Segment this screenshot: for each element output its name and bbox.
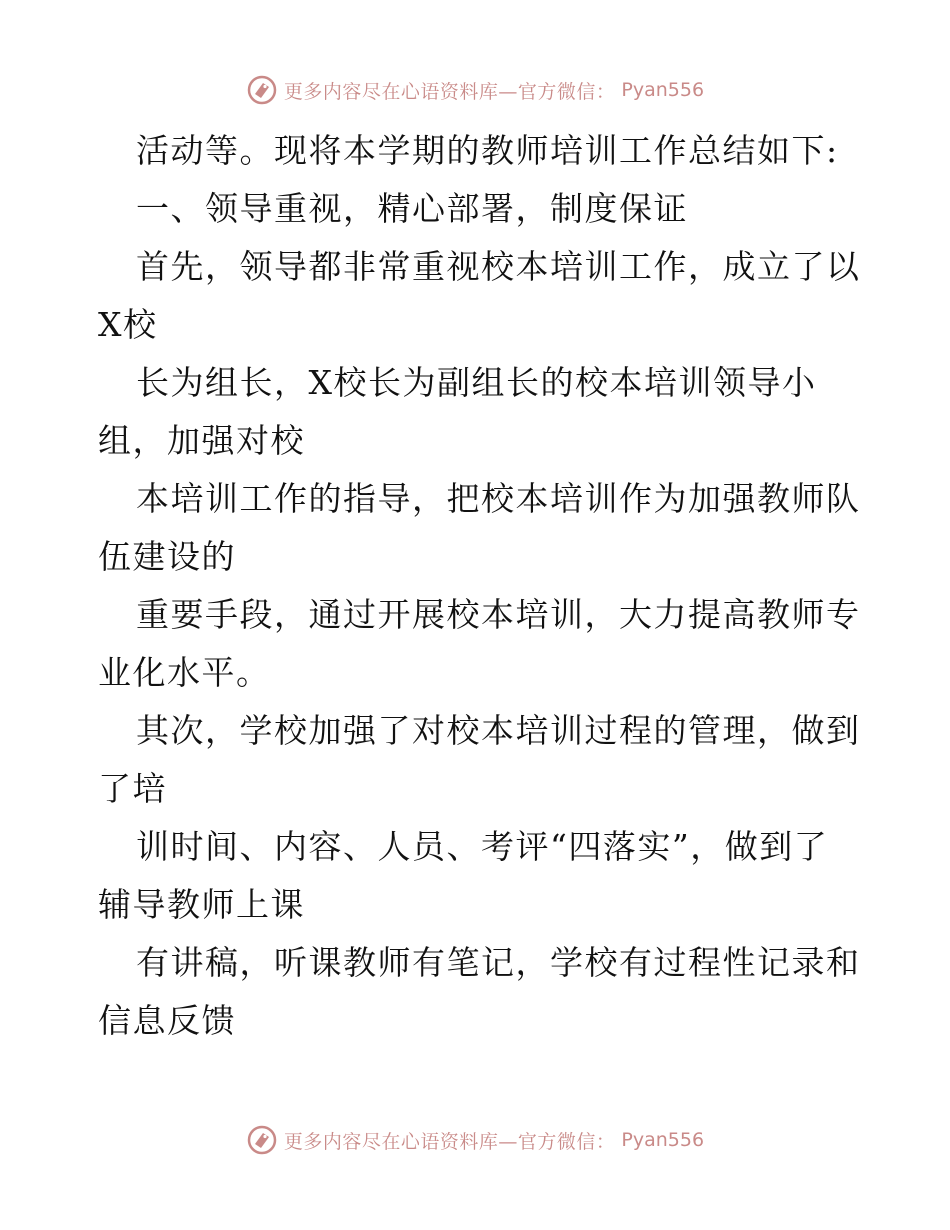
text-line: 辅导教师上课 bbox=[98, 885, 305, 924]
tag-book-icon bbox=[246, 74, 278, 106]
watermark-text: 更多内容尽在心语资料库—官方微信： bbox=[283, 1130, 616, 1153]
section-heading: 一、领导重视，精心部署，制度保证 bbox=[136, 189, 688, 228]
text-line: 长为组长，X校长为副组长的校本培训领导小 bbox=[136, 363, 817, 402]
watermark-text: 更多内容尽在心语资料库—官方微信： bbox=[283, 80, 616, 103]
text-line: 其次，学校加强了对校本培训过程的管理，做到 bbox=[136, 711, 861, 750]
text-line: 伍建设的 bbox=[98, 537, 236, 576]
text-line: 训时间、内容、人员、考评“四落实”，做到了 bbox=[136, 827, 829, 866]
text-line: 有讲稿，听课教师有笔记，学校有过程性记录和 bbox=[136, 943, 861, 982]
text-line: 了培 bbox=[98, 769, 167, 808]
watermark-handle: Pyan556 bbox=[621, 79, 705, 101]
text-line: 首先，领导都非常重视校本培训工作，成立了以 bbox=[136, 247, 861, 286]
text-line: 本培训工作的指导，把校本培训作为加强教师队 bbox=[136, 479, 861, 518]
text-line: 重要手段，通过开展校本培训，大力提高教师专 bbox=[136, 595, 861, 634]
text-line: X校 bbox=[98, 305, 158, 344]
text-line: 信息反馈 bbox=[98, 1001, 236, 1040]
text-line: 活动等。现将本学期的教师培训工作总结如下: bbox=[136, 131, 839, 170]
watermark-handle: Pyan556 bbox=[621, 1129, 705, 1151]
text-line: 组，加强对校 bbox=[98, 421, 305, 460]
tag-book-icon bbox=[246, 1124, 278, 1156]
footer-watermark bbox=[0, 1120, 950, 1160]
document-body bbox=[98, 122, 868, 1050]
header-watermark bbox=[0, 70, 950, 110]
text-line: 业化水平。 bbox=[98, 653, 271, 692]
